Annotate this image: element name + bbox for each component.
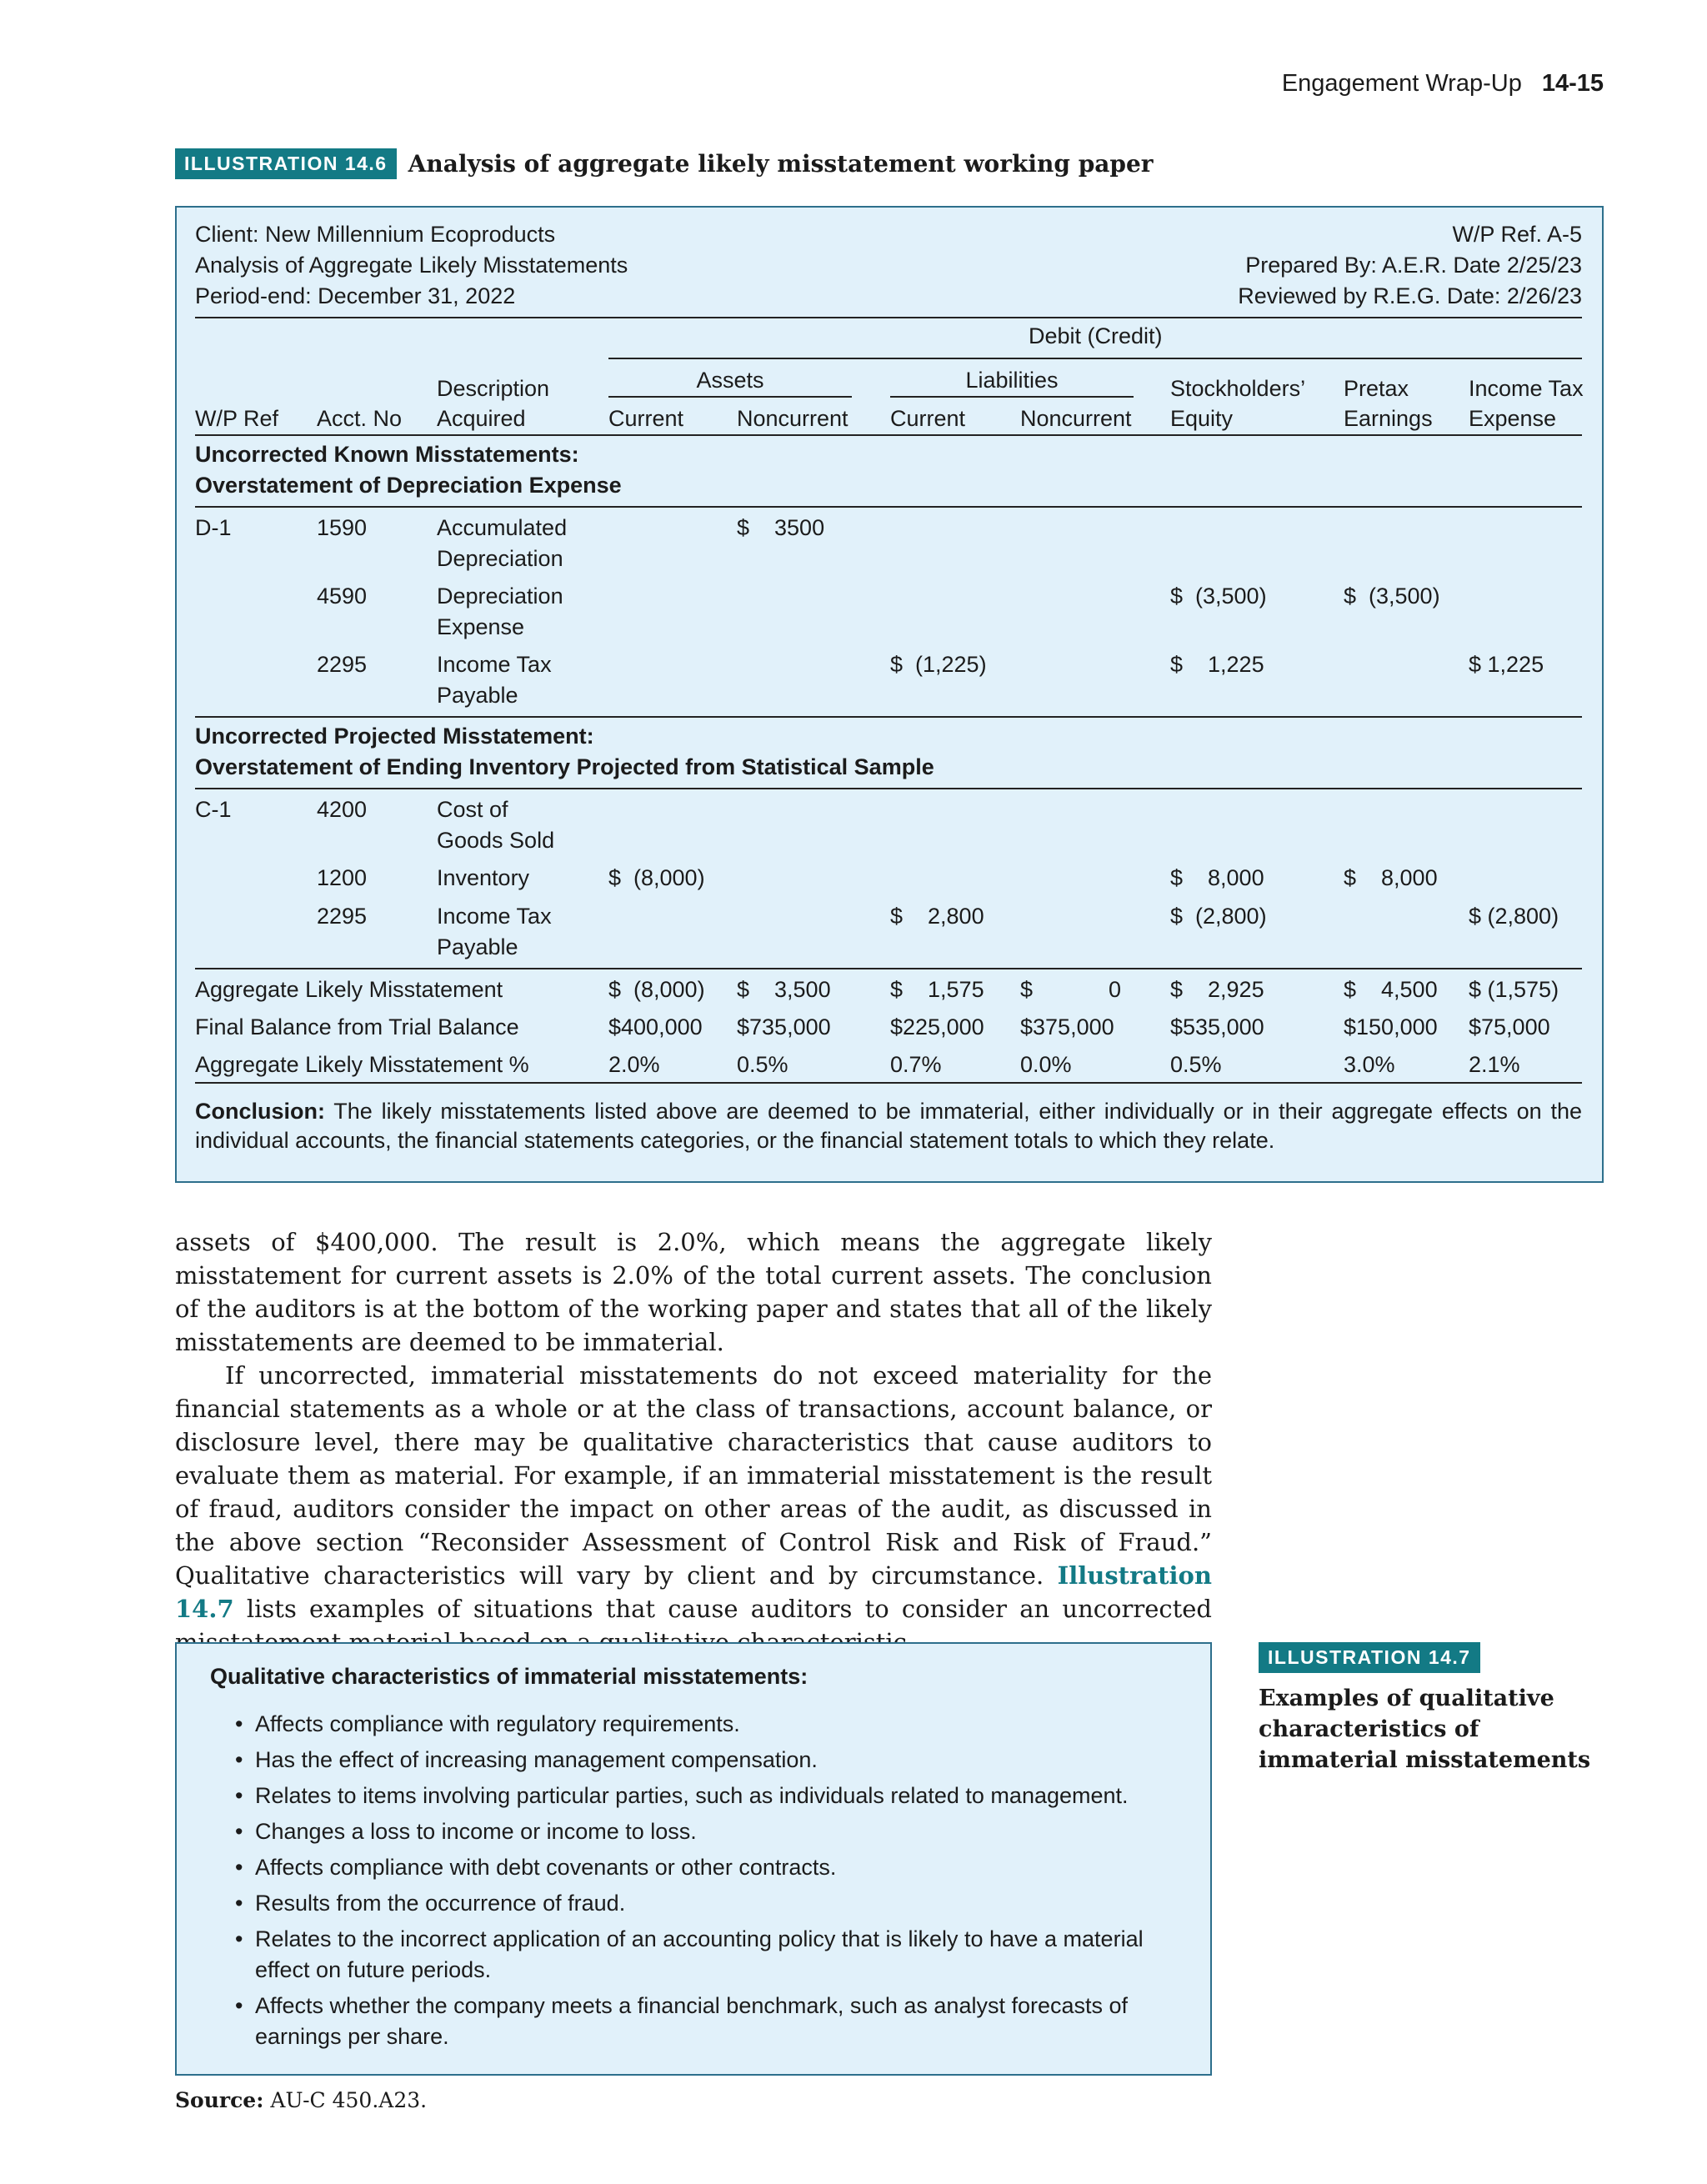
col-assets-noncurrent: Noncurrent xyxy=(737,406,848,431)
conclusion xyxy=(195,1084,1582,1155)
col-wp-ref: W/P Ref xyxy=(195,406,279,431)
qualitative-list xyxy=(235,1709,1185,2057)
illustration-label: ILLUSTRATION 14.6 xyxy=(175,148,397,179)
illustration-title: Analysis of aggregate likely misstatement working paper xyxy=(408,149,1154,178)
table-row: Final Balance from Trial Balance $400,000 $735,000 $225,000 $375,000 $535,000 $150,000 $75,000 xyxy=(195,1014,1550,1039)
prepared-by: Prepared By: A.E.R. Date 2/25/23 xyxy=(1245,253,1582,278)
chapter-title: Engagement Wrap-Up xyxy=(1281,70,1522,97)
paragraph: assets of $400,000. The result is 2.0%, which means the aggregate likely misstatement for current assets is 2.0% of the total current assets. The conclusion of the auditors is at the bottom of the working paper and states that all of the likely misstatements are deemed to be immaterial. xyxy=(175,1228,1212,1356)
list-item: • Affects whether the company meets a financial benchmark, such as analyst forecasts of earnings per share. xyxy=(235,1991,1185,2052)
col-assets-current: Current xyxy=(608,406,684,431)
col-liabilities-current: Current xyxy=(890,406,966,431)
table-row: 2295 Income Tax Payable $ 2,800 $ (2,800) $ (2,800) xyxy=(317,904,1559,959)
analysis-title: Analysis of Aggregate Likely Misstatements xyxy=(195,253,628,278)
illustration-label: ILLUSTRATION 14.7 xyxy=(1259,1642,1480,1673)
col-acct-no: Acct. No xyxy=(317,406,403,431)
section-projected-misstatement: Uncorrected Projected Misstatement: Overstatement of Ending Inventory Projected from Statistical Sample xyxy=(195,716,1582,789)
table-row: Aggregate Likely Misstatement $ (8,000) $ 3,500 $ 1,575 $ 0 $ 2,925 $ 4,500 $ (1,575) xyxy=(195,977,1559,1002)
col-description-1: Description xyxy=(437,376,550,401)
body-text xyxy=(175,1225,1212,1659)
working-paper-header xyxy=(195,219,1582,312)
client-name: Client: New Millennium Ecoproducts xyxy=(195,222,556,247)
col-income-tax-1: Income Tax xyxy=(1469,376,1584,401)
qualitative-characteristics-box xyxy=(175,1642,1212,2076)
assets-header: Assets xyxy=(696,368,764,393)
col-liabilities-noncurrent: Noncurrent xyxy=(1020,406,1132,431)
conclusion-label: Conclusion: xyxy=(195,1099,325,1124)
conclusion-text: The likely misstatements listed above are deemed to be immaterial, either individually or in their aggregate effects on the individual accounts, the financial statements categories, or the financial statement totals to which they relate. xyxy=(195,1099,1582,1153)
section-1-rows xyxy=(195,508,1582,716)
page-number: 14-15 xyxy=(1541,70,1604,97)
table-row: C-1 4200 Cost of Goods Sold xyxy=(195,797,555,853)
column-headers xyxy=(195,356,1582,436)
illustration-title: Examples of qualitative characteristics of immaterial misstatements xyxy=(1259,1685,1591,1773)
aggregate-rows xyxy=(195,968,1582,1082)
list-item: • Relates to the incorrect application of an accounting policy that is likely to have a material effect on future periods. xyxy=(235,1924,1185,1986)
table-row: Aggregate Likely Misstatement % 2.0% 0.5% 0.7% 0.0% 0.5% 3.0% 2.1% xyxy=(195,1052,1520,1077)
working-paper xyxy=(175,206,1604,1183)
source-note xyxy=(175,2088,427,2112)
col-pretax-1: Pretax xyxy=(1344,376,1409,401)
section-2-rows xyxy=(195,789,1582,968)
list-item: • Changes a loss to income or income to loss. xyxy=(235,1816,1185,1847)
illustration-14-7-link[interactable]: Illustration 14.7 xyxy=(175,1561,1212,1623)
qualitative-heading: Qualitative characteristics of immaterial misstatements: xyxy=(210,1664,808,1689)
debit-credit-header: Debit (Credit) xyxy=(195,318,1582,356)
col-description-2: Acquired xyxy=(437,406,526,431)
list-item: • Affects compliance with regulatory requirements. xyxy=(235,1709,1185,1740)
paragraph: If uncorrected, immaterial misstatements do not exceed materiality for the financial statements as a whole or at the class of transactions, account balance, or disclosure level, there may be qualitative characteristics that cause auditors to evaluate them as material. For example, if an immaterial misstatement is the result of fraud, auditors consider the impact on other areas of the audit, as discussed in the above section “Reconsider Assessment of Control Risk and Risk of Fraud.” Qualitative characteristics will vary by client and by circumstance. Illustration 14.7 lists examples of situations that cause auditors to consider an uncorrected xyxy=(175,1361,1212,1623)
table-row: 1200 Inventory $ (8,000) $ 8,000 $ 8,000 xyxy=(317,865,1438,890)
list-item: • Affects compliance with debt covenants or other contracts. xyxy=(235,1852,1185,1883)
col-equity-2: Equity xyxy=(1170,406,1234,431)
illustration-14-6-heading xyxy=(175,148,1154,179)
source-text: AU-C 450.A23. xyxy=(270,2088,428,2112)
running-head xyxy=(1282,70,1604,98)
list-item: • Relates to items involving particular parties, such as individuals related to management. xyxy=(235,1781,1185,1811)
col-income-tax-2: Expense xyxy=(1469,406,1557,431)
table-row: D-1 1590 Accumulated Depreciation $ 3500 xyxy=(195,515,825,571)
col-equity-1: Stockholders’ xyxy=(1170,376,1306,401)
table-row: 4590 Depreciation Expense $ (3,500) $ (3,500) xyxy=(317,584,1440,639)
reviewed-by: Reviewed by R.E.G. Date: 2/26/23 xyxy=(1238,283,1582,308)
section-known-misstatements: Uncorrected Known Misstatements: Overstatement of Depreciation Expense xyxy=(195,436,1582,508)
period-end: Period-end: December 31, 2022 xyxy=(195,283,516,308)
list-item: • Has the effect of increasing management compensation. xyxy=(235,1745,1185,1776)
wp-reference: W/P Ref. A-5 xyxy=(1452,222,1582,247)
illustration-14-7-caption xyxy=(1259,1642,1609,1776)
list-item: • Results from the occurrence of fraud. xyxy=(235,1888,1185,1919)
table-row: 2295 Income Tax Payable $ (1,225) $ 1,225 $ 1,225 xyxy=(317,652,1544,708)
col-pretax-2: Earnings xyxy=(1344,406,1433,431)
source-label: Source: xyxy=(175,2088,264,2112)
liabilities-header: Liabilities xyxy=(965,368,1059,393)
